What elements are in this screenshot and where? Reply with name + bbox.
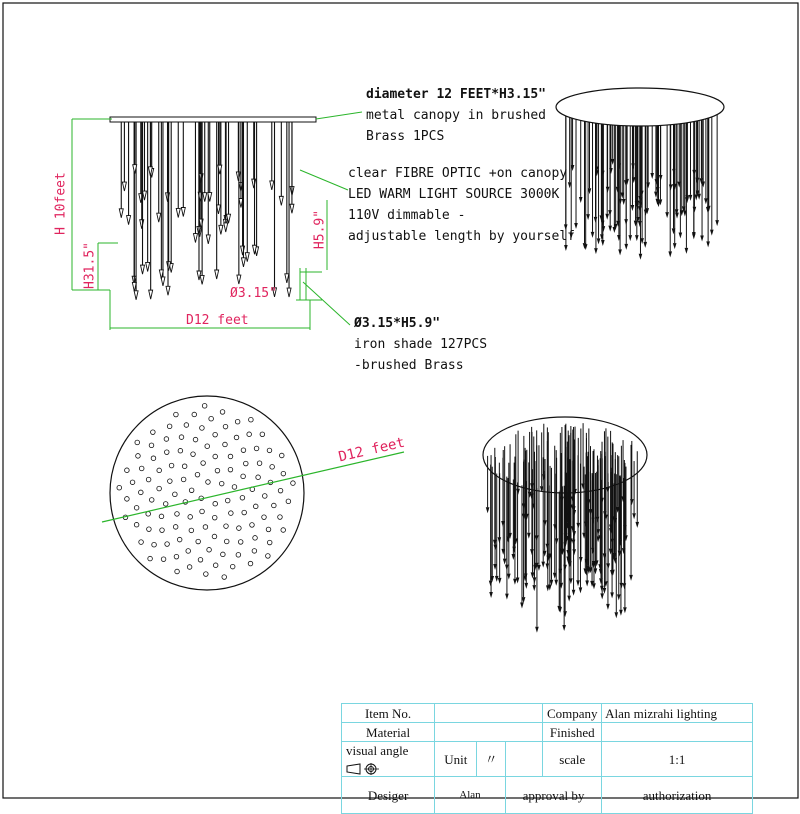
light-source-line-3: 110V dimmable - xyxy=(348,208,466,223)
designer-value: Alan xyxy=(435,777,506,814)
shade-note-line-2: iron shade 127PCS xyxy=(354,337,488,352)
isometric-view-bottom xyxy=(483,417,647,633)
shade-note-line-3: -brushed Brass xyxy=(354,358,464,373)
plan-diameter-label: D12 feet xyxy=(337,434,407,466)
finished-label: Finished xyxy=(543,723,602,742)
scale-value: 1:1 xyxy=(602,742,753,777)
unit-label: Unit xyxy=(435,742,477,777)
diameter-label: D12 feet xyxy=(186,313,249,328)
authorization-label: authorization xyxy=(602,777,753,814)
height-dimension-label: H 10feet xyxy=(53,172,69,235)
shade-height-label: H5.9" xyxy=(312,209,328,250)
company-label: Company xyxy=(543,704,602,723)
iso-top-canopy xyxy=(556,88,724,126)
light-source-line-4: adjustable length by yourself xyxy=(348,229,575,244)
material-value xyxy=(435,723,543,742)
canopy-note-line-2: metal canopy in brushed xyxy=(366,108,547,123)
fibre-leader xyxy=(300,170,348,190)
scale-label: scale xyxy=(543,742,602,777)
canopy-leader xyxy=(316,112,362,119)
light-source-line-1: clear FIBRE OPTIC +on canopy xyxy=(348,166,568,181)
unit-value: 〃 xyxy=(477,742,505,777)
approval-label: approval by xyxy=(505,777,601,814)
light-source-line-2: LED WARM LIGHT SOURCE 3000K xyxy=(348,187,560,202)
title-block xyxy=(341,703,753,814)
designer-label: Desiger xyxy=(342,777,435,814)
isometric-view-top xyxy=(556,88,724,260)
drop-dimension-label: H31.5" xyxy=(82,242,98,289)
canopy-note xyxy=(366,84,546,147)
canopy-note-line-1: diameter 12 FEET*H3.15" xyxy=(366,87,547,102)
visual-angle-label: visual angle xyxy=(346,743,409,758)
canopy-note-line-3: Brass 1PCS xyxy=(366,129,445,144)
company-value: Alan mizrahi lighting xyxy=(602,704,753,723)
visual-angle-cell xyxy=(342,742,435,777)
shade-note-line-1: Ø3.15*H5.9" xyxy=(354,316,441,331)
item-no-value xyxy=(435,704,543,723)
item-no-label: Item No. xyxy=(342,704,435,723)
finished-value xyxy=(602,723,753,742)
plan-view xyxy=(102,396,407,590)
light-source-note xyxy=(348,163,575,247)
shade-note xyxy=(354,313,487,376)
shade-diameter-label: Ø3.15" xyxy=(230,286,277,301)
canopy-elevation xyxy=(110,117,316,122)
projection-symbol-icon xyxy=(346,763,380,775)
material-label: Material xyxy=(342,723,435,742)
elevation-rods xyxy=(119,122,294,300)
